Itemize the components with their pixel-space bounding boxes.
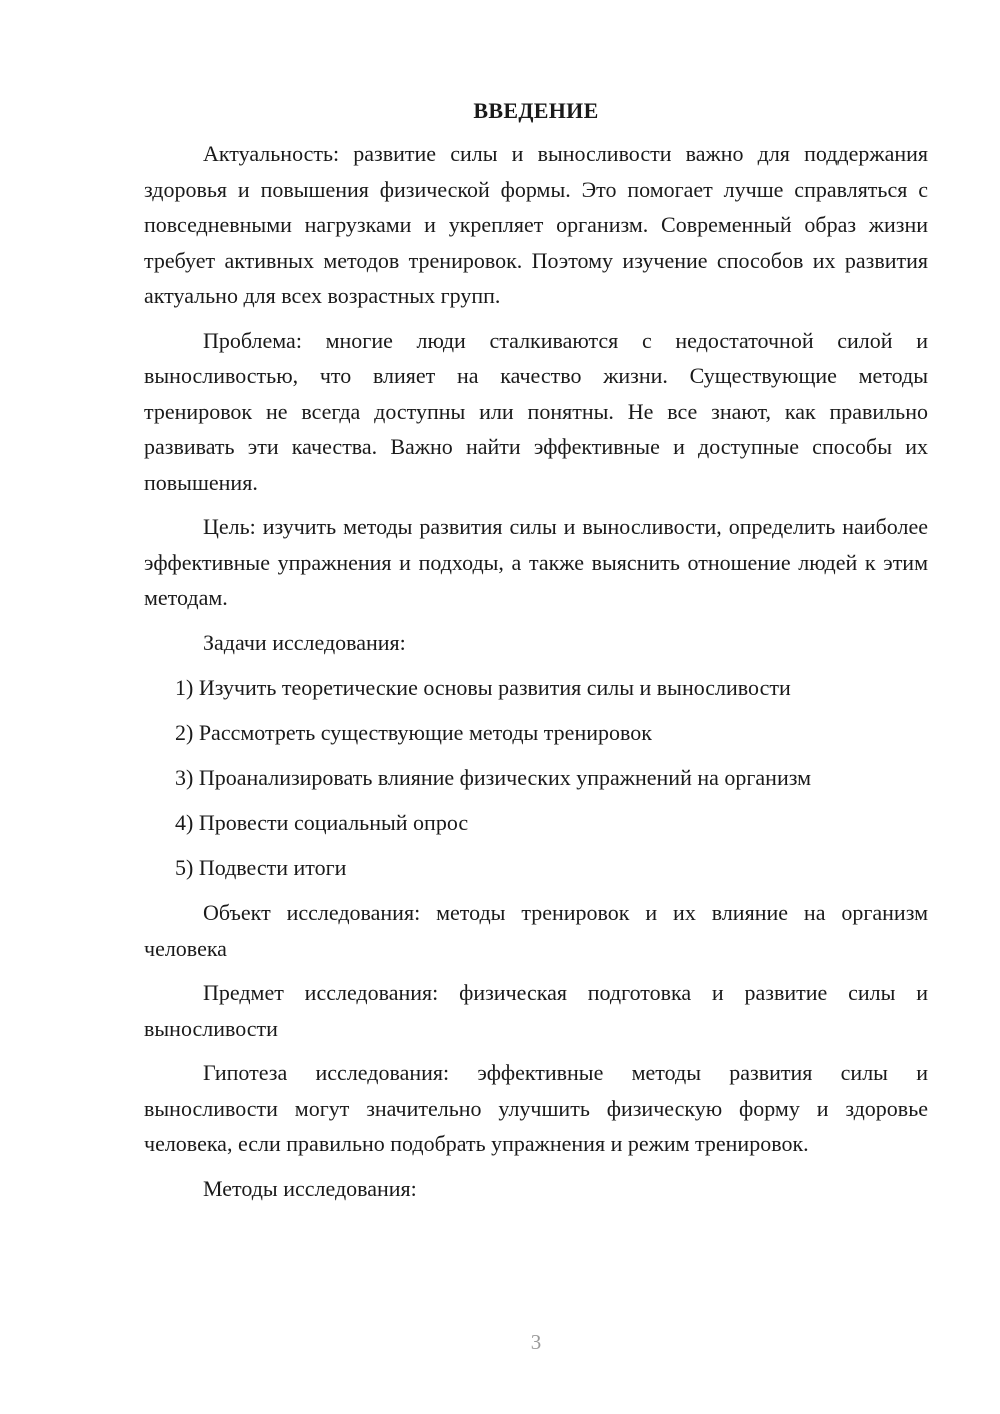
- tasks-heading: Задачи исследования:: [203, 629, 406, 655]
- list-item: 3) Проанализировать влияние физических упражнений на организм: [175, 765, 812, 790]
- hypothesis-paragraph: Гипотеза исследования: эффективные методы развития силы и выносливости могут значительно улучшить физическую форму и здоровье человека, если правильно подобрать упражнения и режим тренировок.: [144, 1060, 928, 1156]
- page-title: ВВЕДЕНИЕ: [473, 98, 599, 123]
- list-item: 2) Рассмотреть существующие методы тренировок: [175, 720, 652, 745]
- document-page: [144, 96, 928, 1216]
- object-paragraph: Объект исследования: методы тренировок и их влияние на организм человека: [144, 900, 928, 961]
- list-item: 4) Провести социальный опрос: [175, 810, 469, 835]
- subject-paragraph: Предмет исследования: физическая подготовка и развитие силы и выносливости: [144, 980, 928, 1041]
- list-item: 5) Подвести итоги: [175, 855, 347, 880]
- relevance-paragraph: Актуальность: развитие силы и выносливости важно для поддержания здоровья и повышения физической формы. Это помогает лучше справляться с повседневными нагрузками и укрепляет организм. Современный образ жизни требует активных методов тренировок. Поэтому изучение способов их развития актуально для всех возрастных групп.: [144, 141, 928, 308]
- methods-heading: Методы исследования:: [203, 1175, 417, 1201]
- list-item: 1) Изучить теоретические основы развития силы и выносливости: [175, 675, 791, 700]
- goal-paragraph: Цель: изучить методы развития силы и выносливости, определить наиболее эффективные упражнения и подходы, а также выяснить отношение людей к этим методам.: [144, 514, 928, 610]
- tasks-list: [144, 670, 928, 886]
- problem-paragraph: Проблема: многие люди сталкиваются с недостаточной силой и выносливостью, что влияет на качество жизни. Существующие методы тренировок не всегда доступны или понятны. Не все знают, как правильно развивать эти качества. Важно найти эффективные и доступные способы их повышения.: [144, 327, 928, 495]
- page-number: 3: [530, 1330, 542, 1354]
